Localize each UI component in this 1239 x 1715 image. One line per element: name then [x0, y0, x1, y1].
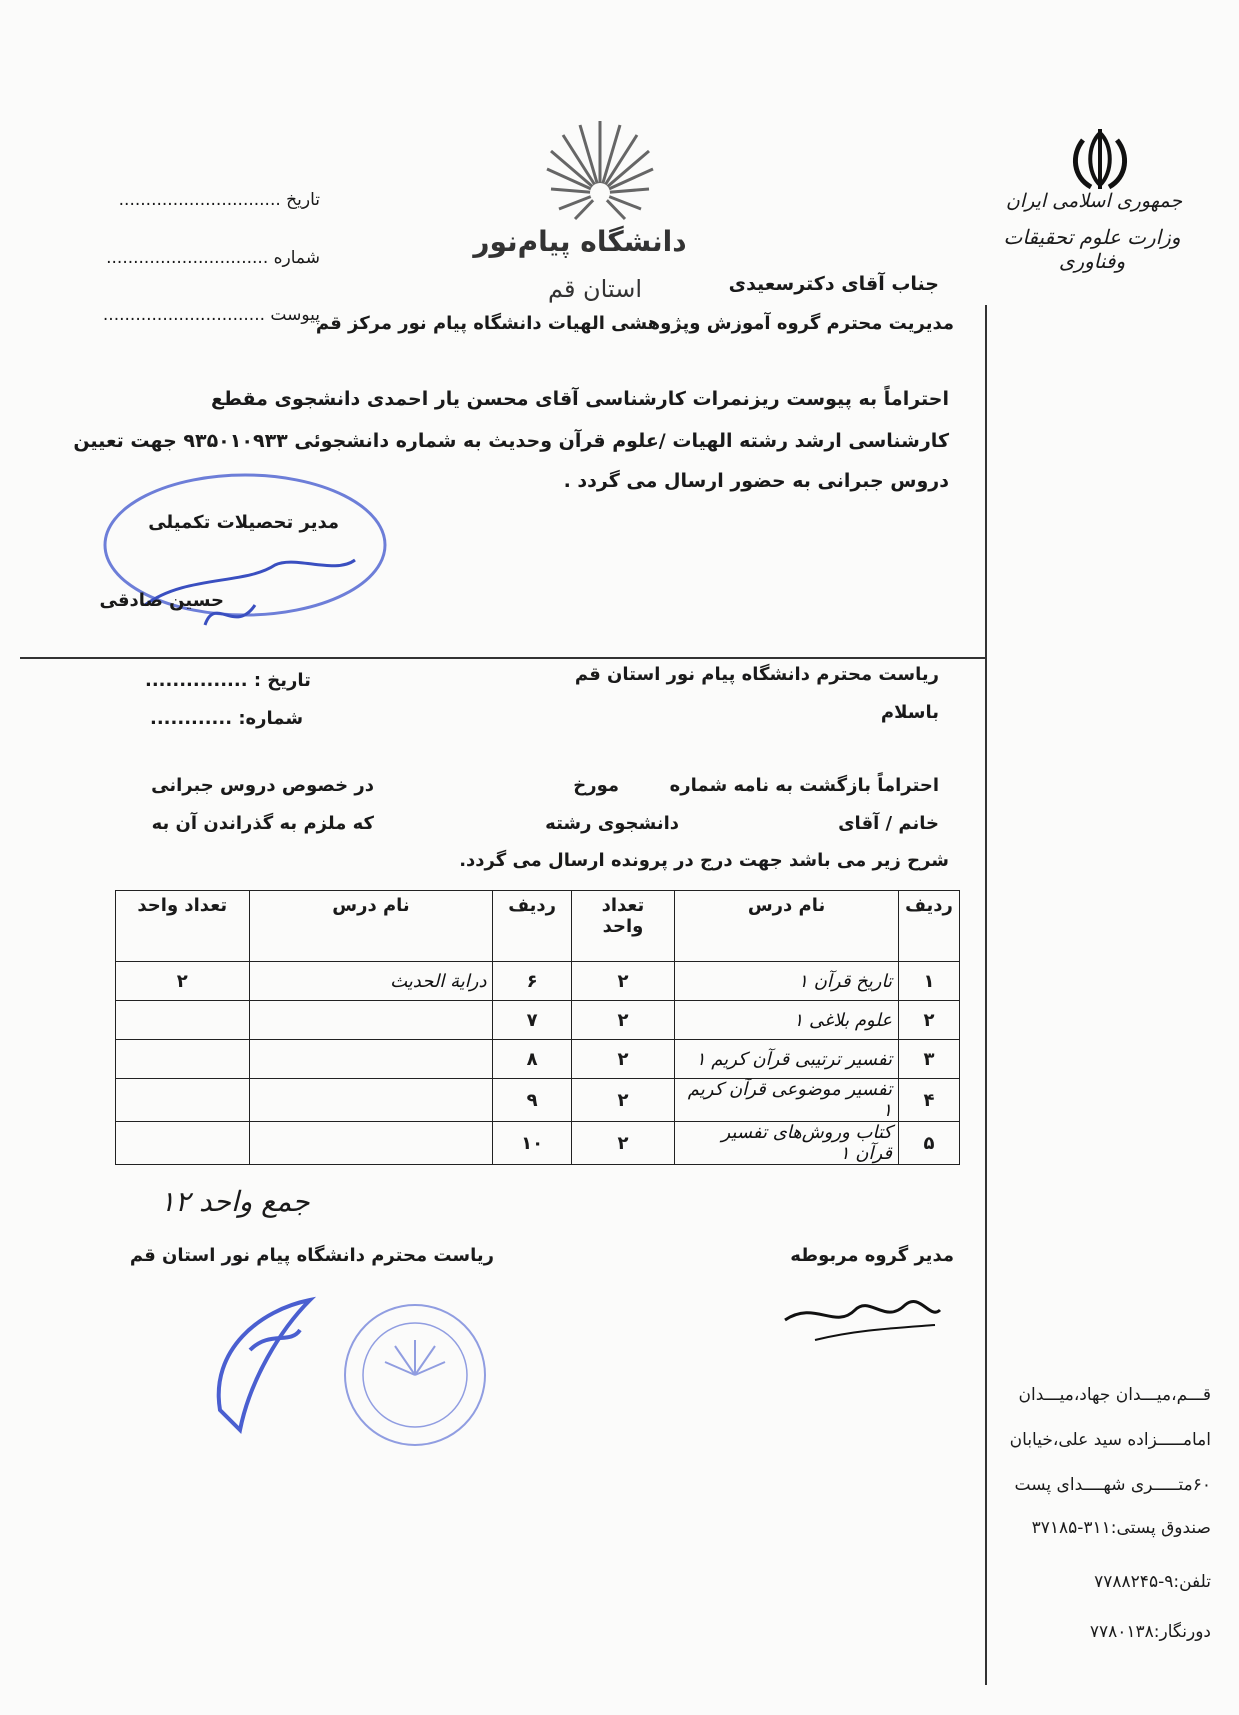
table-row: [116, 962, 960, 1001]
course-units-2: [116, 1122, 250, 1165]
iran-emblem-icon: [1065, 125, 1135, 195]
letter2-greeting: باسلام: [880, 702, 939, 723]
ministry-name: وزارت علوم تحقیقات وفناوری: [1003, 225, 1181, 273]
letter2-recipient: ریاست محترم دانشگاه پیام نور استان قم: [574, 664, 939, 685]
course-units: ۲: [571, 1079, 674, 1122]
letter2-line2-a: خانم / آقای: [838, 813, 939, 834]
official-stamps: [200, 1290, 500, 1450]
table-row: [116, 1040, 960, 1079]
course-units-2: [116, 1001, 250, 1040]
row-number: ۲: [898, 1001, 959, 1040]
course-name-2: [249, 1079, 493, 1122]
letter1-body-line3: دروس جبرانی به حضور ارسال می گردد .: [563, 470, 949, 492]
number-field: شماره ..............................: [106, 248, 320, 268]
course-name-2: درایة الحدیث: [249, 962, 493, 1001]
letter1-recipient-title: مدیریت محترم گروه آموزش وپژوهشی الهیات دانشگاه پیام نور مرکز قم: [315, 313, 954, 334]
course-units-2: [116, 1040, 250, 1079]
address-line2: امامـــــزاده سید علی،خیابان: [1009, 1430, 1211, 1450]
letter1-signer-name: حسین صادقی: [99, 590, 224, 611]
phone: تلفن:۹-۷۷۸۸۲۴۵: [1094, 1572, 1211, 1592]
course-name: تفسیر ترتیبی قرآن کریم ۱: [675, 1040, 899, 1079]
row-number: ۱: [898, 962, 959, 1001]
course-name: تفسیر موضوعی قرآن کریم ۱: [675, 1079, 899, 1122]
course-name-2: [249, 1040, 493, 1079]
header-row-number-2: ردیف: [493, 891, 571, 962]
letter2-line3: شرح زیر می باشد جهت درج در پرونده ارسال می گردد.: [459, 850, 949, 871]
header-units: [571, 891, 674, 962]
letter2-line1-a: احتراماً بازگشت به نامه شماره: [669, 775, 939, 796]
row-number: ۵: [898, 1122, 959, 1165]
header-row-number: ردیف: [898, 891, 959, 962]
address-line1: قـــم،میـــدان جهاد،میـــدان: [1018, 1385, 1211, 1405]
handwritten-total: جمع واحد ۱۲: [160, 1185, 310, 1218]
header-units-2: تعداد واحد: [116, 891, 250, 962]
footer-left-recipient: ریاست محترم دانشگاه پیام نور استان قم: [129, 1245, 494, 1266]
fax: دورنگار:۷۷۸۰۱۳۸: [1089, 1622, 1211, 1642]
course-name: تاریخ قرآن ۱: [675, 962, 899, 1001]
footer-right-signer: مدیر گروه مربوطه: [790, 1245, 954, 1266]
row-number-2: ۸: [493, 1040, 571, 1079]
course-name: کتاب وروش‌های تفسیر قرآن ۱: [675, 1122, 899, 1165]
course-name-2: [249, 1122, 493, 1165]
header-units-label-2: واحد: [602, 916, 644, 937]
row-number-2: ۶: [493, 962, 571, 1001]
compensatory-courses-table: [115, 890, 960, 1165]
table-row: [116, 1001, 960, 1040]
ministry-country: جمهوری اسلامی ایران: [1005, 190, 1183, 212]
letter2-line1-b: مورخ: [573, 775, 619, 796]
course-name-2: [249, 1001, 493, 1040]
course-name: علوم بلاغی ۱: [675, 1001, 899, 1040]
row-number-2: ۱۰: [493, 1122, 571, 1165]
date-field: تاریخ ..............................: [118, 190, 320, 210]
header-course-name-2: نام درس: [249, 891, 493, 962]
table-row: [116, 1079, 960, 1122]
row-number-2: ۷: [493, 1001, 571, 1040]
course-units: ۲: [571, 1040, 674, 1079]
course-units-2: [116, 1079, 250, 1122]
header-course-name: نام درس: [675, 891, 899, 962]
table-header-row: [116, 891, 960, 962]
letter1-signer-title: مدیر تحصیلات تکمیلی: [148, 512, 339, 533]
letter1-body-line1: احتراماً به پیوست ریزنمرات کارشناسی آقای محسن یار احمدی دانشجوی مقطع: [211, 388, 949, 410]
course-units-2: ۲: [116, 962, 250, 1001]
group-head-signature: [775, 1280, 945, 1350]
university-province: استان قم: [547, 275, 643, 303]
letter2-line1-c: در خصوص دروس جبرانی: [151, 775, 374, 796]
letter1-recipient: جناب آقای دکترسعیدی: [728, 273, 939, 295]
payame-noor-logo-icon: [545, 113, 655, 223]
number-field-2: شماره: ............: [150, 708, 304, 729]
course-units: ۲: [571, 1122, 674, 1165]
address-line4: صندوق پستی:۳۱۱-۳۷۱۸۵: [1031, 1518, 1211, 1538]
row-number-2: ۹: [493, 1079, 571, 1122]
course-units: ۲: [571, 962, 674, 1001]
letter2-line2-b: دانشجوی رشته: [545, 813, 679, 834]
stamp-signature-1: [95, 465, 395, 645]
letter2-line2-c: که ملزم به گذراندن آن به: [151, 813, 374, 834]
row-number: ۳: [898, 1040, 959, 1079]
attachment-field: پیوست ..............................: [102, 305, 320, 325]
university-name: دانشگاه پیام‌نور: [473, 225, 687, 258]
address-line3: ۶۰متـــــری شهــــدای پست: [1014, 1475, 1211, 1495]
horizontal-divider: [20, 657, 986, 659]
row-number: ۴: [898, 1079, 959, 1122]
table-row: [116, 1122, 960, 1165]
course-units: ۲: [571, 1001, 674, 1040]
header-units-label: تعداد: [601, 895, 645, 916]
date-field-2: تاریخ : ...............: [145, 670, 311, 691]
letter1-body-line2: کارشناسی ارشد رشته الهیات /علوم قرآن وحدیث به شماره دانشجوئی ۹۳۵۰۱۰۹۳۳ جهت تعیین: [73, 430, 949, 452]
